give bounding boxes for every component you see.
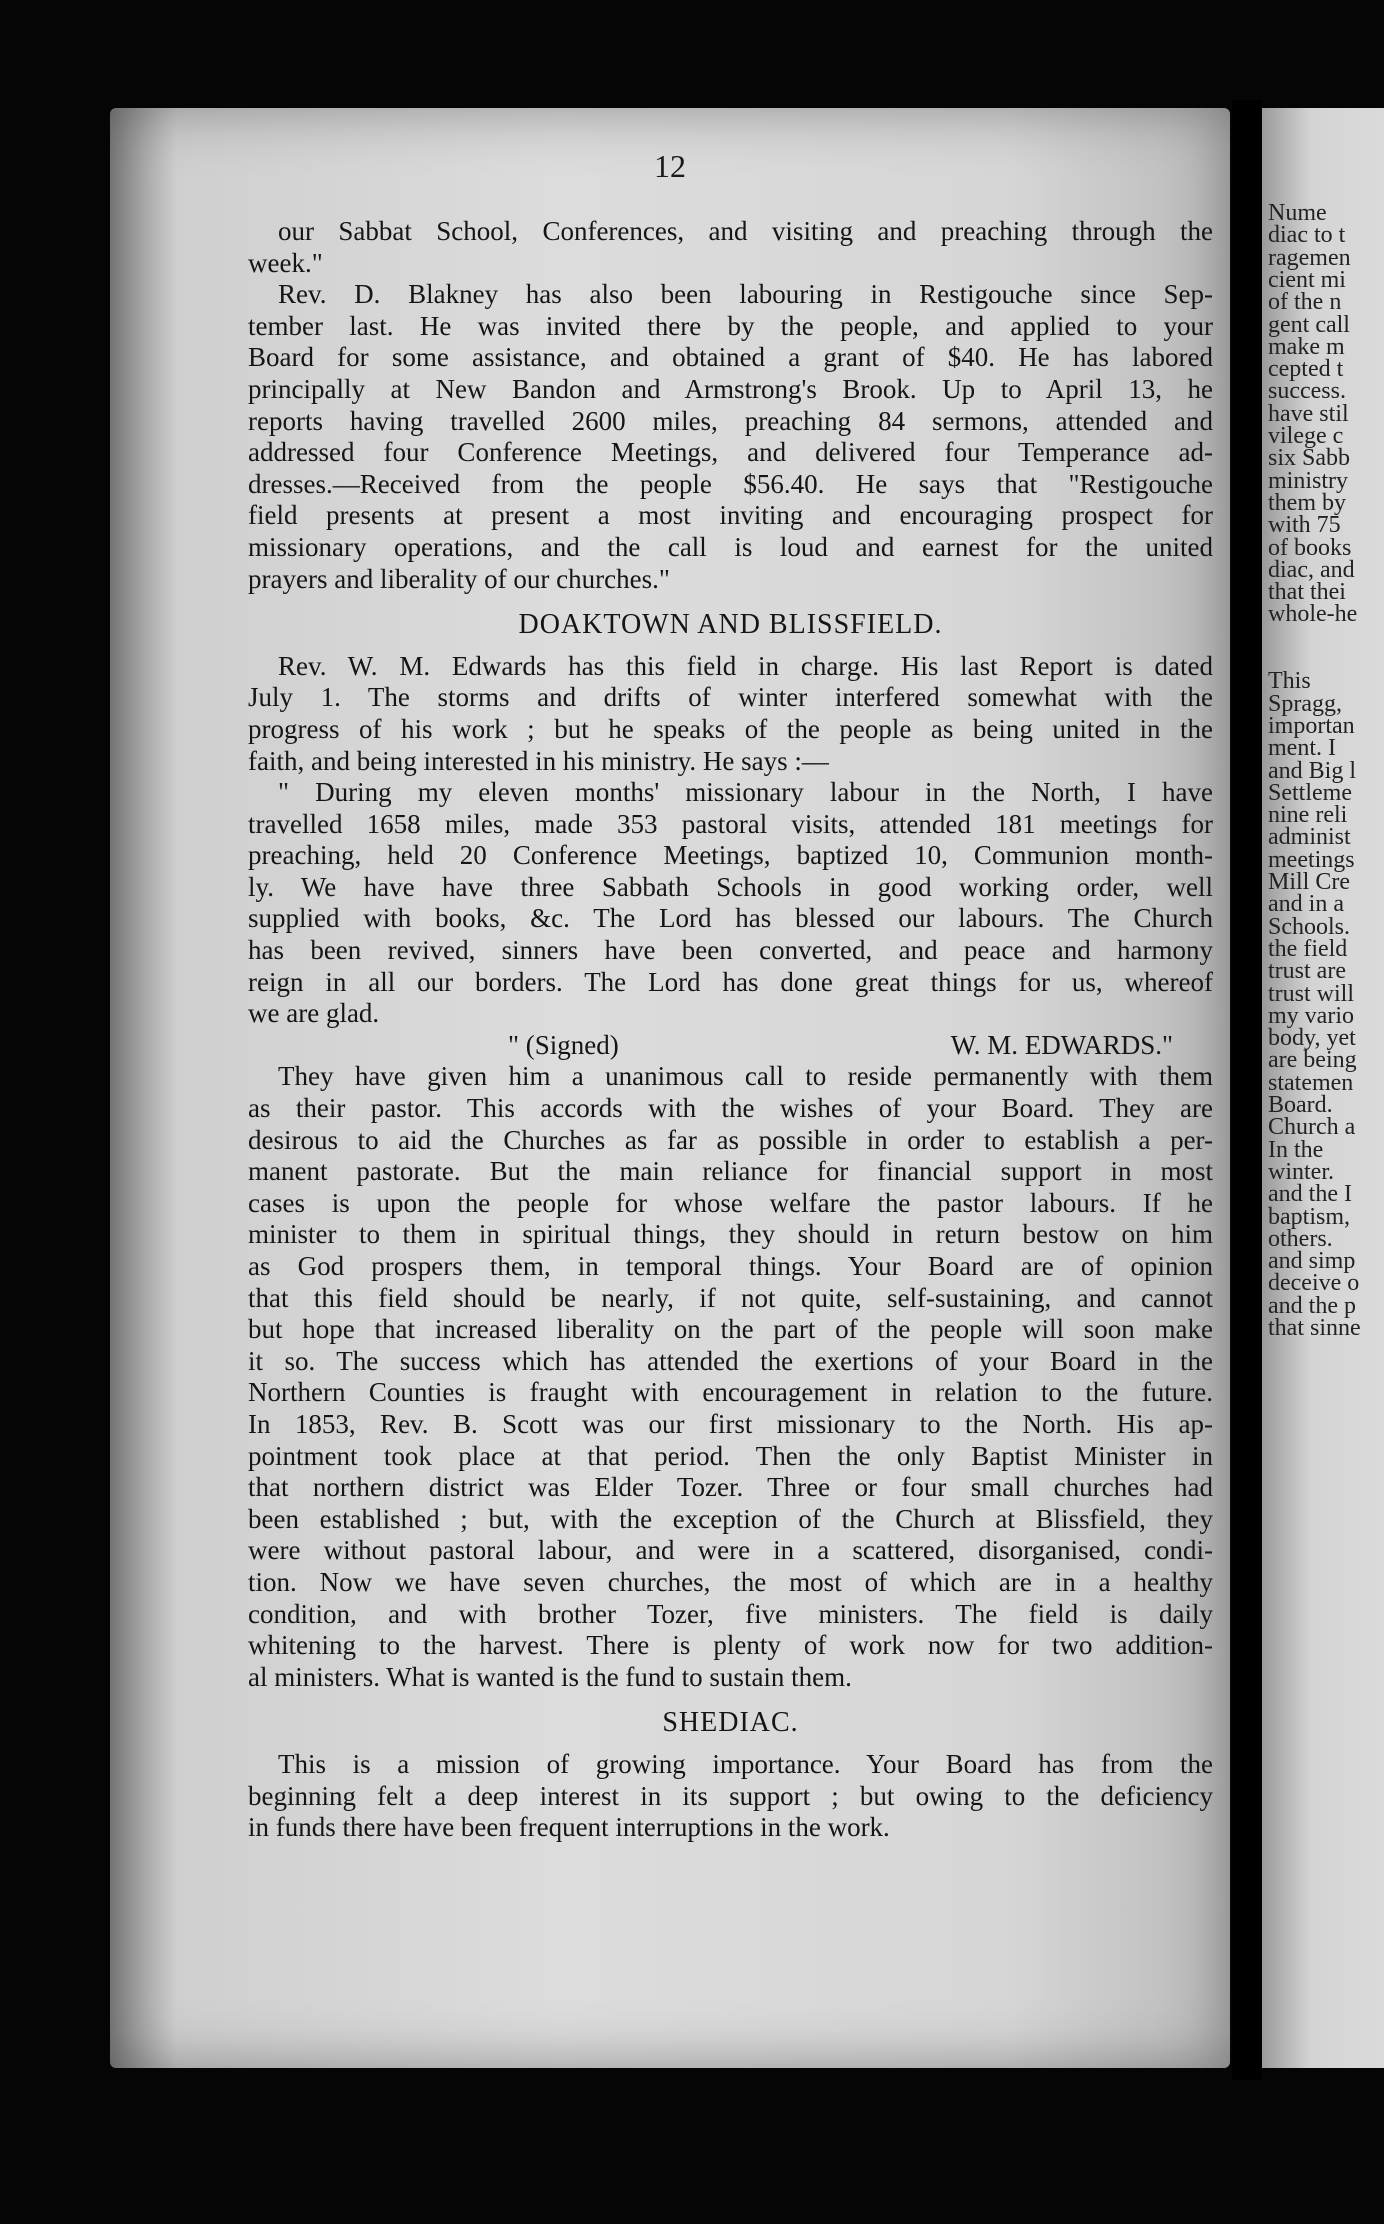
text-line: reign in all our borders. The Lord has done great things for us, whereof [248,966,1213,997]
adjacent-page-line: ministry [1268,467,1349,494]
text-line: Rev. D. Blakney has also been labouring in Restigouche since Sep- [278,279,1213,310]
adjacent-page-line: administ [1268,824,1351,851]
adjacent-page-line: cepted t [1268,356,1344,383]
text-line: whitening to the harvest. There is plenty of work now for two addition- [248,1630,1213,1661]
text-line: condition, and with brother Tozer, five ministers. The field is daily [248,1598,1213,1629]
adjacent-page-line: importan [1268,712,1355,739]
text-line: tember last. He was invited there by the people, and applied to your [248,310,1213,341]
adjacent-page-line: diac, and [1268,556,1355,583]
text-line: " During my eleven months' missionary labour in the North, I have [278,777,1213,808]
adjacent-page-line: In the [1268,1136,1324,1163]
text-line: it so. The success which has attended the exertions of your Board in the [248,1345,1213,1376]
adjacent-page-line: Mill Cre [1268,869,1350,895]
adjacent-page-line: Nume [1268,200,1327,226]
text-line: minister to them in spiritual things, they should in return bestow on him [248,1219,1213,1250]
adjacent-page-line: make m [1268,333,1345,360]
adjacent-page-line: diac to t [1268,222,1346,249]
adjacent-page-line: ment. I [1268,735,1336,762]
text-line: This is a mission of growing importance. Your Board has from the [278,1748,1213,1779]
text-line: beginning felt a deep interest in its support ; but owing to the deficiency [248,1780,1213,1811]
text-line: field presents at present a most inviting and encouraging prospect for [248,500,1213,531]
text-line: Northern Counties is fraught with encouragement in relation to the future. [248,1377,1213,1408]
adjacent-page-line: vilege c [1268,423,1344,449]
adjacent-page-line: and Big l [1268,757,1356,784]
adjacent-page-line: the field [1268,935,1348,962]
adjacent-page-line: ragemen [1268,244,1351,271]
adjacent-page-line: cient mi [1268,266,1346,293]
text-line: supplied with books, &c. The Lord has blessed our labours. The Church [248,903,1213,934]
paragraph [248,651,1213,777]
paragraph [248,1061,1213,1693]
text-line: we are glad. [248,998,380,1029]
page-body-text [248,216,1213,1844]
adjacent-page-line: statemen [1268,1069,1354,1096]
text-line: Board for some assistance, and obtained a grant of $40. He has labored [248,342,1213,373]
adjacent-page-line: gent call [1268,311,1350,338]
text-line: dresses.—Received from the people $56.40. He says that "Restigouche [248,468,1213,499]
adjacent-page-line: success. [1268,378,1346,405]
adjacent-page-line: with 75 [1268,512,1341,539]
paragraph [248,1749,1213,1844]
adjacent-page-line: that sinne [1268,1315,1361,1341]
paragraph [248,279,1213,595]
text-line: pointment took place at that period. Then the only Baptist Minister in [248,1440,1213,1471]
text-line: preaching, held 20 Conference Meetings, baptized 10, Communion month- [248,840,1213,871]
text-line: as God prospers them, in temporal things. Your Board are of opinion [248,1251,1213,1281]
adjacent-page-line: Settleme [1268,779,1352,806]
text-line: ly. We have have three Sabbath Schools in good working order, well [248,871,1213,902]
adjacent-page-line: have stil [1268,400,1349,427]
adjacent-page-line: body, yet [1268,1025,1356,1052]
text-line: that this field should be nearly, if not quite, self-sustaining, and cannot [248,1282,1213,1313]
adjacent-page-line: and the p [1268,1292,1356,1319]
adjacent-page-line: deceive o [1268,1270,1360,1297]
text-line: our Sabbat School, Conferences, and visiting and preaching through the [278,216,1213,246]
adjacent-page-line: that thei [1268,579,1346,606]
adjacent-page-line: trust will [1268,980,1355,1007]
text-line: reports having travelled 2600 miles, preaching 84 sermons, attended and [248,405,1213,436]
page-gutter [1232,100,1262,2080]
text-line: progress of his work ; but he speaks of the people as being united in the [248,713,1213,744]
text-line: missionary operations, and the call is loud and earnest for the united [248,531,1213,562]
paragraph [248,216,1213,279]
adjacent-page-line: baptism, [1268,1203,1350,1230]
adjacent-page-line: and the I [1268,1181,1352,1208]
adjacent-page-line: Board. [1268,1092,1333,1118]
text-line: were without pastoral labour, and were in a scattered, disorganised, condi- [248,1535,1213,1566]
paragraph [248,777,1213,1030]
text-line: but hope that increased liberality on the part of the people will soon make [248,1314,1213,1345]
text-line: desirous to aid the Churches as far as possible in order to establish a per- [248,1124,1213,1155]
adjacent-page-line: Schools. [1268,913,1351,940]
text-line: In 1853, Rev. B. Scott was our first missionary to the North. His ap- [248,1408,1213,1439]
adjacent-page-line: my vario [1268,1002,1354,1029]
adjacent-page-line: are being [1268,1047,1357,1074]
text-line: al ministers. What is wanted is the fund to sustain them. [248,1661,852,1692]
page-number: 12 [654,148,686,184]
adjacent-page-line: others. [1268,1225,1333,1252]
text-line: that northern district was Elder Tozer. Three or four small churches had [248,1472,1213,1503]
signature-name: W. M. EDWARDS." [950,1029,1173,1060]
adjacent-page-line: winter. [1268,1158,1334,1185]
text-line: been established ; but, with the exception of the Church at Blissfield, they [248,1503,1213,1534]
text-line: principally at New Bandon and Armstrong's Brook. Up to April 13, he [248,373,1213,404]
text-line: Rev. W. M. Edwards has this field in charge. His last Report is dated [278,650,1213,681]
adjacent-page-line: meetings [1268,846,1355,873]
text-line: July 1. The storms and drifts of winter interfered somewhat with the [248,682,1213,713]
adjacent-page-line: This [1268,668,1311,695]
signature-line [248,1030,1213,1062]
adjacent-page-line: six Sabb [1268,445,1351,472]
adjacent-page-line: and in a [1268,891,1344,918]
adjacent-page-fragment [1262,108,1384,2068]
section-heading: DOAKTOWN AND BLISSFIELD. [518,609,943,641]
text-line: has been revived, sinners have been converted, and peace and harmony [248,935,1213,966]
adjacent-page-line: Church a [1268,1114,1356,1141]
text-line: faith, and being interested in his ministry. He says :— [248,745,829,776]
text-line: in funds there have been frequent interruptions in the work. [248,1812,890,1843]
text-line: manent pastorate. But the main reliance for financial support in most [248,1156,1213,1187]
adjacent-page-line: trust are [1268,958,1346,985]
book-page [110,108,1230,2068]
adjacent-page-line: of books [1268,534,1352,561]
text-line: cases is upon the people for whose welfare the pastor labours. If he [248,1187,1213,1218]
section-heading: SHEDIAC. [662,1707,799,1739]
adjacent-page-line: and simp [1268,1248,1356,1275]
text-line: week." [248,247,323,278]
text-line: as their pastor. This accords with the wishes of your Board. They are [248,1093,1213,1124]
text-line: addressed four Conference Meetings, and delivered four Temperance ad- [248,437,1213,468]
signed-label: " (Signed) [508,1029,619,1060]
text-line: prayers and liberality of our churches." [248,563,670,594]
text-line: tion. Now we have seven churches, the most of which are in a healthy [248,1566,1213,1597]
adjacent-page-line: of the n [1268,289,1342,316]
text-line: They have given him a unanimous call to reside permanently with them [278,1061,1213,1092]
text-line: travelled 1658 miles, made 353 pastoral visits, attended 181 meetings for [248,808,1213,839]
adjacent-page-line: nine reli [1268,802,1348,829]
adjacent-page-line: them by [1268,489,1346,516]
adjacent-page-line: whole-he [1268,601,1358,628]
adjacent-page-line: Spragg, [1268,690,1342,717]
